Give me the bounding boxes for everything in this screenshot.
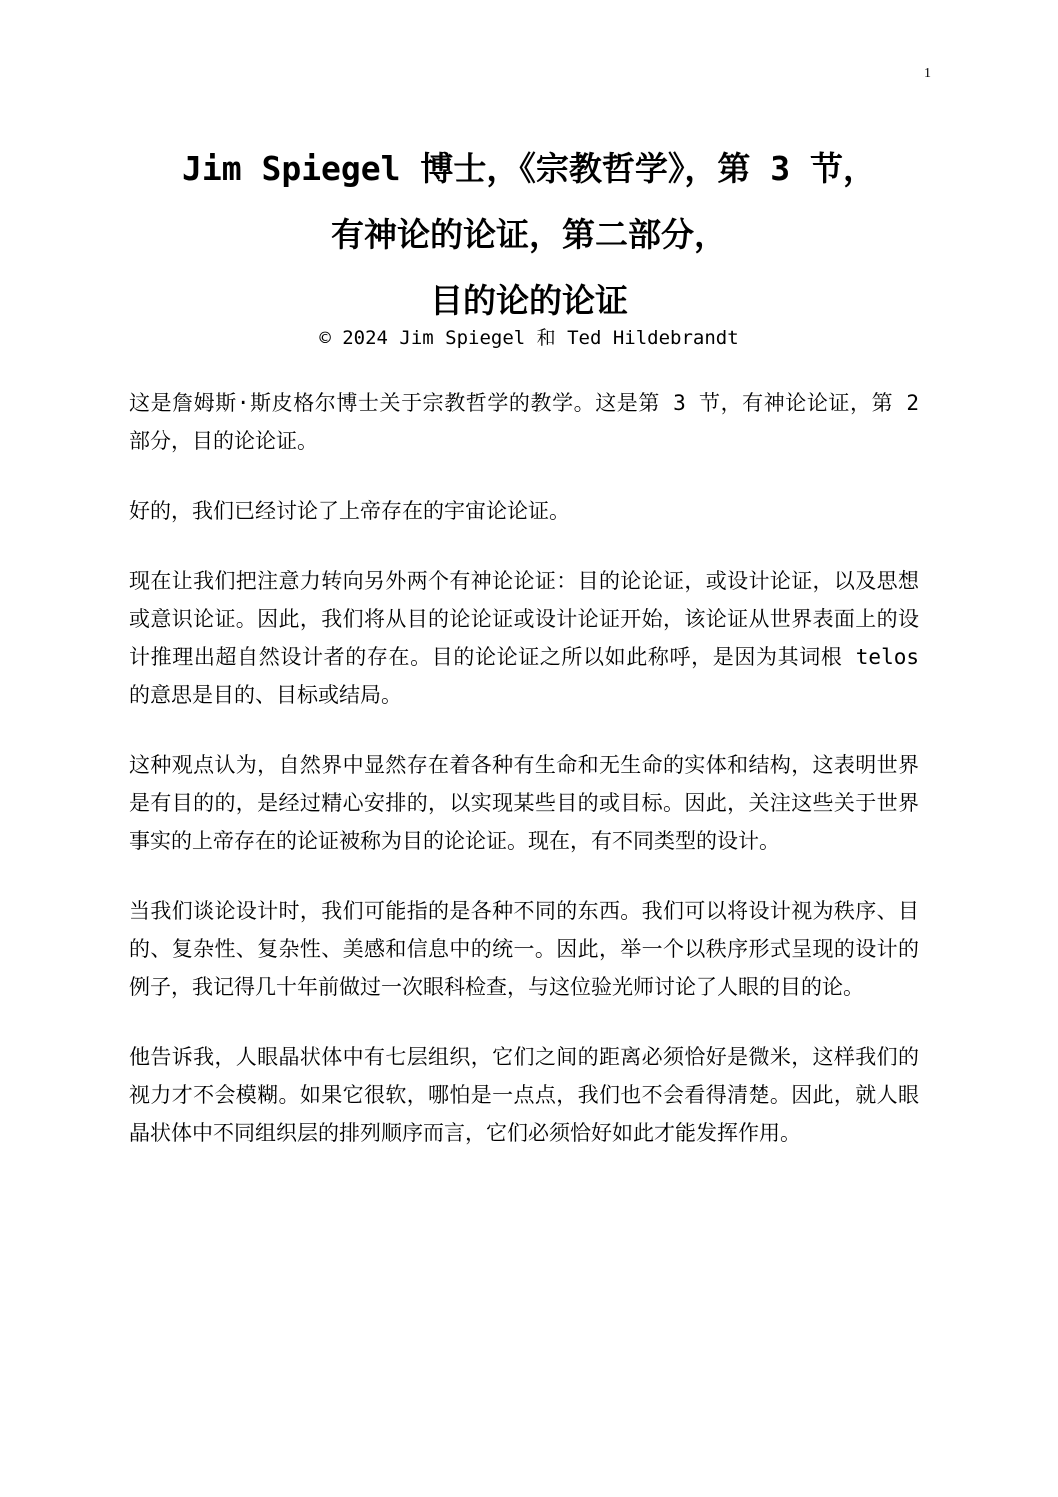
title-line-3: 目的论的论证	[430, 281, 628, 320]
document-title	[100, 136, 958, 334]
paragraph-intro: 这是詹姆斯·斯皮格尔博士关于宗教哲学的教学。这是第 3 节，有神论论证，第 2 部分，目的论论证。	[129, 391, 919, 453]
paragraph-eye-lens: 他告诉我，人眼晶状体中有七层组织，它们之间的距离必须恰好是微米，这样我们的视力才不会模糊。如果它很软，哪怕是一点点，我们也不会看得清楚。因此，就人眼晶状体中不同组织层的排列顺序而言，它们必须恰好如此才能发挥作用。	[129, 1045, 919, 1145]
title-line-2: 有神论的论证，第二部分，	[331, 215, 727, 254]
title-line-1: Jim Spiegel 博士，《宗教哲学》，第 3 节，	[181, 149, 876, 188]
body-text	[129, 384, 919, 1184]
paragraph-cosmological: 好的，我们已经讨论了上帝存在的宇宙论论证。	[129, 499, 570, 523]
paragraph-design-types: 当我们谈论设计时，我们可能指的是各种不同的东西。我们可以将设计视为秩序、目的、复杂性、复杂性、美感和信息中的统一。因此，举一个以秩序形式呈现的设计的例子，我记得几十年前做过一次眼科检查，与这位验光师讨论了人眼的目的论。	[129, 899, 919, 999]
paragraph-purpose: 这种观点认为，自然界中显然存在着各种有生命和无生命的实体和结构，这表明世界是有目的的，是经过精心安排的，以实现某些目的或目标。因此，关注这些关于世界事实的上帝存在的论证被称为目的论论证。现在，有不同类型的设计。	[129, 753, 919, 853]
page-number: 1	[924, 66, 931, 81]
copyright-line: © 2024 Jim Spiegel 和 Ted Hildebrandt	[319, 327, 739, 349]
paragraph-teleological: 现在让我们把注意力转向另外两个有神论论证：目的论论证，或设计论证，以及思想或意识论证。因此，我们将从目的论论证或设计论证开始，该论证从世界表面上的设计推理出超自然设计者的存在。目的论论证之所以如此称呼，是因为其词根 telos 的意思是目的、目标或结局。	[129, 569, 919, 707]
